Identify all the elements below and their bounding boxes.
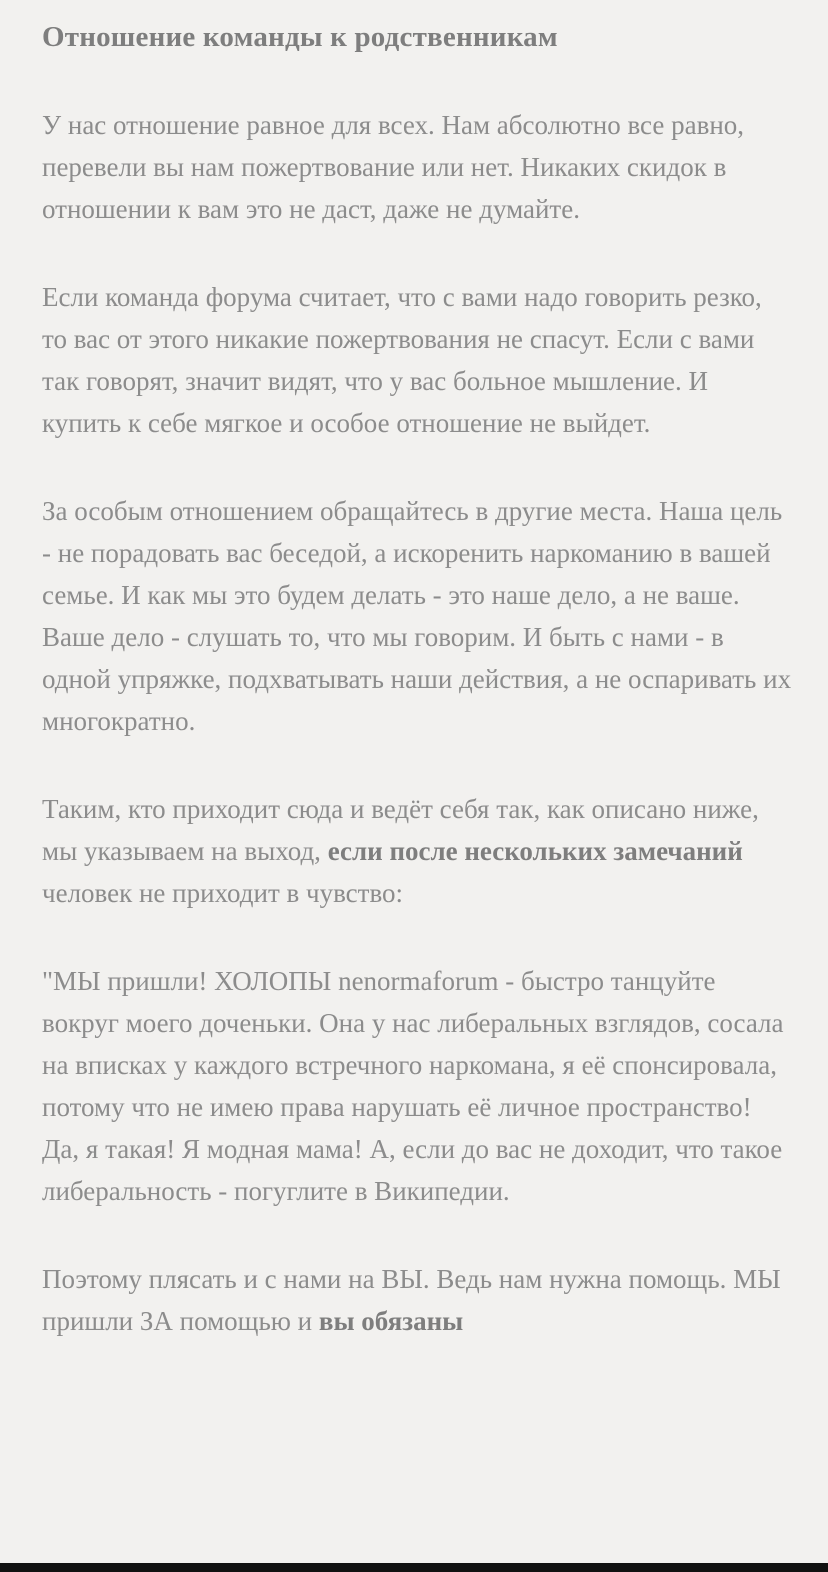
text-segment: Таким, кто приходит сюда и ведёт себя так, как описано ниже, мы указываем на выход, xyxy=(42,794,759,866)
paragraph xyxy=(42,1258,792,1342)
paragraph xyxy=(42,276,792,444)
paragraph xyxy=(42,490,792,742)
paragraph xyxy=(42,788,792,914)
text-segment: За особым отношением обращайтесь в другие места. Наша цель - не порадовать вас беседой, а искоренить наркоманию в вашей семье. И как мы это будем делать - это наше дело, а не ваше. Ваше дело - слушать то, что мы говорим. И быть с нами - в одной упряжке, подхватывать наши действия, а не оспаривать их многократно. xyxy=(42,496,792,736)
text-segment: Если команда форума считает, что с вами надо говорить резко, то вас от этого никакие пожертвования не спасут. Если с вами так говорят, значит видят, что у вас больное мышление. И купить к себе мягкое и особое отношение не выйдет. xyxy=(42,282,762,438)
bottom-cutoff-bar xyxy=(0,1563,828,1572)
text-segment: У нас отношение равное для всех. Нам абсолютно все равно, перевели вы нам пожертвование или нет. Никаких скидок в отношении к вам это не даст, даже не думайте. xyxy=(42,110,745,224)
bold-text: если после нескольких замечаний xyxy=(327,836,743,866)
paragraph xyxy=(42,104,792,230)
article-title: Отношение команды к родственникам xyxy=(42,21,558,53)
article-body xyxy=(42,104,792,1342)
text-segment: Поэтому плясать и с нами на ВЫ. Ведь нам нужна помощь. МЫ пришли ЗА помощью и xyxy=(42,1264,781,1336)
text-segment: "МЫ пришли! ХОЛОПЫ nenormaforum - быстро танцуйте вокруг моего доченьки. Она у нас либеральных взглядов, сосала на вписках у каждого встречного наркомана, я её спонсировала, потому что не имею права нарушать её личное пространство! Да, я такая! Я модная мама! А, если до вас не доходит, что такое либеральность - погуглите в Википедии. xyxy=(42,966,784,1206)
bold-text: вы обязаны xyxy=(318,1306,464,1336)
text-segment: человек не приходит в чувство: xyxy=(42,878,404,908)
paragraph xyxy=(42,960,792,1212)
